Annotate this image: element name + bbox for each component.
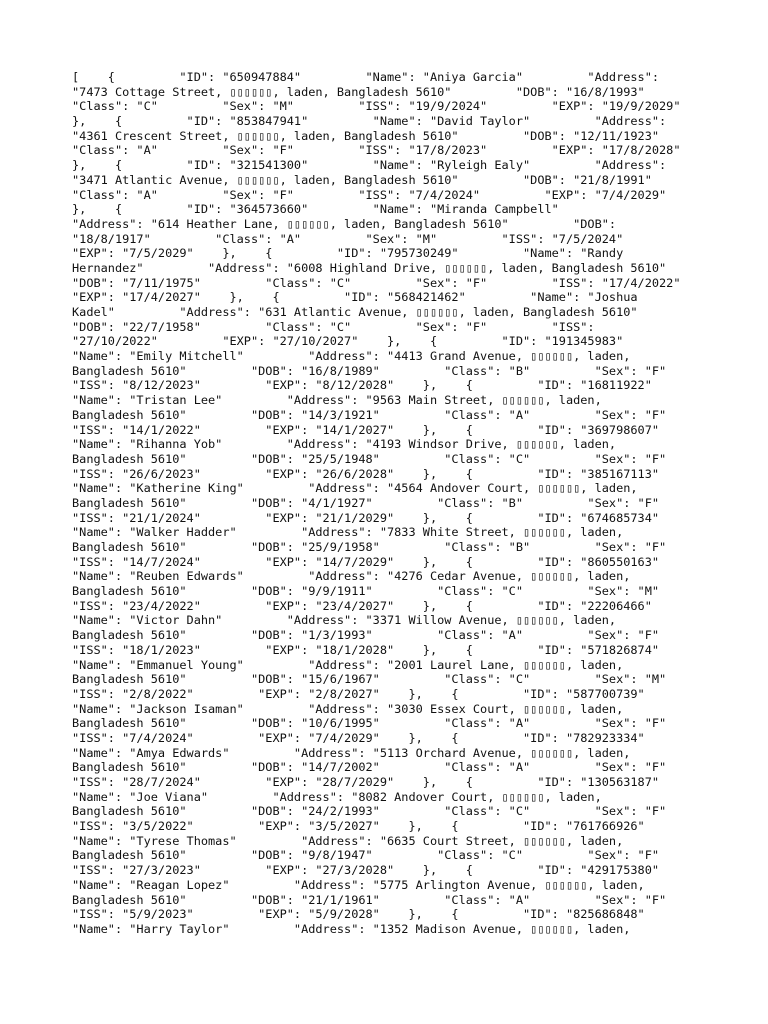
- text-line: "Class": "C" "Sex": "M" "ISS": "19/9/2024" "EXP": "19/9/2029": [72, 99, 681, 114]
- text-line: "ISS": "26/6/2023" "EXP": "26/6/2028" }, { "ID": "385167113": [72, 466, 660, 481]
- text-line: "Name": "Amya Edwards" "Address": "5113 Orchard Avenue, ▯▯▯▯▯▯, laden,: [72, 745, 631, 760]
- text-line: Bangladesh 5610" "DOB": "1/3/1993" "Class": "A" "Sex": "F": [72, 628, 660, 643]
- text-line: "DOB": "7/11/1975" "Class": "C" "Sex": "F" "ISS": "17/4/2022": [72, 275, 681, 290]
- text-line: "Class": "A" "Sex": "F" "ISS": "7/4/2024" "EXP": "7/4/2029": [72, 187, 667, 202]
- text-line: "ISS": "14/1/2022" "EXP": "14/1/2027" }, { "ID": "369798607": [72, 422, 660, 437]
- text-line: "18/8/1917" "Class": "A" "Sex": "M" "ISS": "7/5/2024": [72, 231, 624, 246]
- text-line: "Name": "Reuben Edwards" "Address": "4276 Cedar Avenue, ▯▯▯▯▯▯, laden,: [72, 569, 631, 584]
- text-line: [ { "ID": "650947884" "Name": "Aniya Garcia" "Address":: [72, 70, 660, 84]
- text-line: Bangladesh 5610" "DOB": "25/5/1948" "Class": "C" "Sex": "F": [72, 451, 667, 466]
- text-line: Bangladesh 5610" "DOB": "25/9/1958" "Class": "B" "Sex": "F": [72, 540, 667, 554]
- text-line: Bangladesh 5610" "DOB": "10/6/1995" "Class": "A" "Sex": "F": [72, 716, 667, 731]
- text-line: "Name": "Rihanna Yob" "Address": "4193 Windsor Drive, ▯▯▯▯▯▯, laden,: [72, 437, 617, 452]
- text-line: "DOB": "22/7/1958" "Class": "C" "Sex": "F" "ISS":: [72, 319, 595, 334]
- text-line: Bangladesh 5610" "DOB": "16/8/1989" "Class": "B" "Sex": "F": [72, 363, 667, 378]
- text-line: Hernandez" "Address": "6008 Highland Drive, ▯▯▯▯▯▯, laden, Bangladesh 5610": [72, 260, 667, 275]
- text-line: "Name": "Victor Dahn" "Address": "3371 Willow Avenue, ▯▯▯▯▯▯, laden,: [72, 613, 617, 628]
- text-line: "Name": "Emily Mitchell" "Address": "4413 Grand Avenue, ▯▯▯▯▯▯, laden,: [72, 349, 631, 364]
- text-line: "ISS": "21/1/2024" "EXP": "21/1/2029" }, { "ID": "674685734": [72, 510, 660, 525]
- text-line: Bangladesh 5610" "DOB": "15/6/1967" "Class": "C" "Sex": "M": [72, 672, 667, 687]
- text-line: "ISS": "5/9/2023" "EXP": "5/9/2028" }, { "ID": "825686848": [72, 907, 645, 922]
- text-line: "ISS": "2/8/2022" "EXP": "2/8/2027" }, { "ID": "587700739": [72, 686, 645, 701]
- text-line: Bangladesh 5610" "DOB": "9/8/1947" "Class": "C" "Sex": "F": [72, 848, 660, 863]
- text-line: "ISS": "18/1/2023" "EXP": "18/1/2028" }, { "ID": "571826874": [72, 642, 660, 657]
- text-line: Bangladesh 5610" "DOB": "14/3/1921" "Class": "A" "Sex": "F": [72, 407, 667, 422]
- text-line: "EXP": "7/5/2029" }, { "ID": "795730249" "Name": "Randy: [72, 246, 624, 261]
- text-line: "ISS": "27/3/2023" "EXP": "27/3/2028" }, { "ID": "429175380": [72, 863, 660, 878]
- text-line: [72, 951, 696, 966]
- text-line: "Name": "Walker Hadder" "Address": "7833 White Street, ▯▯▯▯▯▯, laden,: [72, 525, 624, 540]
- text-line: }, { "ID": "364573660" "Name": "Miranda Campbell": [72, 202, 559, 217]
- text-line: "Name": "Jackson Isaman" "Address": "3030 Essex Court, ▯▯▯▯▯▯, laden,: [72, 701, 624, 716]
- text-line: Bangladesh 5610" "DOB": "4/1/1927" "Class": "B" "Sex": "F": [72, 495, 660, 510]
- text-line: "Class": "A" "Sex": "F" "ISS": "17/8/2023" "EXP": "17/8/2028": [72, 143, 681, 158]
- text-line: "Name": "Emmanuel Young" "Address": "2001 Laurel Lane, ▯▯▯▯▯▯, laden,: [72, 657, 624, 672]
- text-line: "4361 Crescent Street, ▯▯▯▯▯▯, laden, Bangladesh 5610" "DOB": "12/11/1923": [72, 128, 660, 143]
- text-line: "7473 Cottage Street, ▯▯▯▯▯▯, laden, Bangladesh 5610" "DOB": "16/8/1993": [72, 84, 645, 99]
- text-line: "Name": "Joe Viana" "Address": "8082 Andover Court, ▯▯▯▯▯▯, laden,: [72, 789, 602, 804]
- text-line: }, { "ID": "321541300" "Name": "Ryleigh Ealy" "Address":: [72, 158, 667, 173]
- text-line: }, { "ID": "853847941" "Name": "David Taylor" "Address":: [72, 114, 667, 129]
- text-line: "3471 Atlantic Avenue, ▯▯▯▯▯▯, laden, Bangladesh 5610" "DOB": "21/8/1991": [72, 172, 652, 187]
- text-line: "ISS": "23/4/2022" "EXP": "23/4/2027" }, { "ID": "22206466": [72, 598, 652, 613]
- text-line: "Address": "614 Heather Lane, ▯▯▯▯▯▯, laden, Bangladesh 5610" "DOB":: [72, 216, 617, 231]
- text-line: Bangladesh 5610" "DOB": "21/1/1961" "Class": "A" "Sex": "F": [72, 892, 667, 907]
- text-line: "Name": "Reagan Lopez" "Address": "5775 Arlington Avenue, ▯▯▯▯▯▯, laden,: [72, 877, 645, 892]
- text-line: "ISS": "8/12/2023" "EXP": "8/12/2028" }, { "ID": "16811922": [72, 378, 652, 393]
- text-line: "EXP": "17/4/2027" }, { "ID": "568421462" "Name": "Joshua: [72, 290, 638, 305]
- text-line: "ISS": "3/5/2022" "EXP": "3/5/2027" }, { "ID": "761766926": [72, 819, 645, 834]
- text-line: Bangladesh 5610" "DOB": "14/7/2002" "Class": "A" "Sex": "F": [72, 760, 667, 775]
- text-line: Kadel" "Address": "631 Atlantic Avenue, ▯▯▯▯▯▯, laden, Bangladesh 5610": [72, 305, 638, 319]
- text-line: "Name": "Tyrese Thomas" "Address": "6635 Court Street, ▯▯▯▯▯▯, laden,: [72, 833, 624, 848]
- text-line: "ISS": "7/4/2024" "EXP": "7/4/2029" }, { "ID": "782923334": [72, 730, 645, 745]
- text-line: "27/10/2022" "EXP": "27/10/2027" }, { "ID": "191345983": [72, 334, 624, 349]
- text-line: Bangladesh 5610" "DOB": "24/2/1993" "Class": "C" "Sex": "F": [72, 804, 667, 819]
- text-line: "ISS": "28/7/2024" "EXP": "28/7/2029" }, { "ID": "130563187": [72, 775, 660, 789]
- text-line: "Name": "Tristan Lee" "Address": "9563 Main Street, ▯▯▯▯▯▯, laden,: [72, 393, 602, 408]
- text-line: "ISS": "14/7/2024" "EXP": "14/7/2029" }, { "ID": "860550163": [72, 554, 660, 569]
- text-line: "Name": "Harry Taylor" "Address": "1352 Madison Avenue, ▯▯▯▯▯▯, laden,: [72, 921, 631, 936]
- text-line: "Name": "Katherine King" "Address": "4564 Andover Court, ▯▯▯▯▯▯, laden,: [72, 481, 638, 496]
- text-line: [72, 937, 696, 952]
- text-line: Bangladesh 5610" "DOB": "9/9/1911" "Class": "C" "Sex": "M": [72, 584, 660, 599]
- document-text: [72, 70, 696, 966]
